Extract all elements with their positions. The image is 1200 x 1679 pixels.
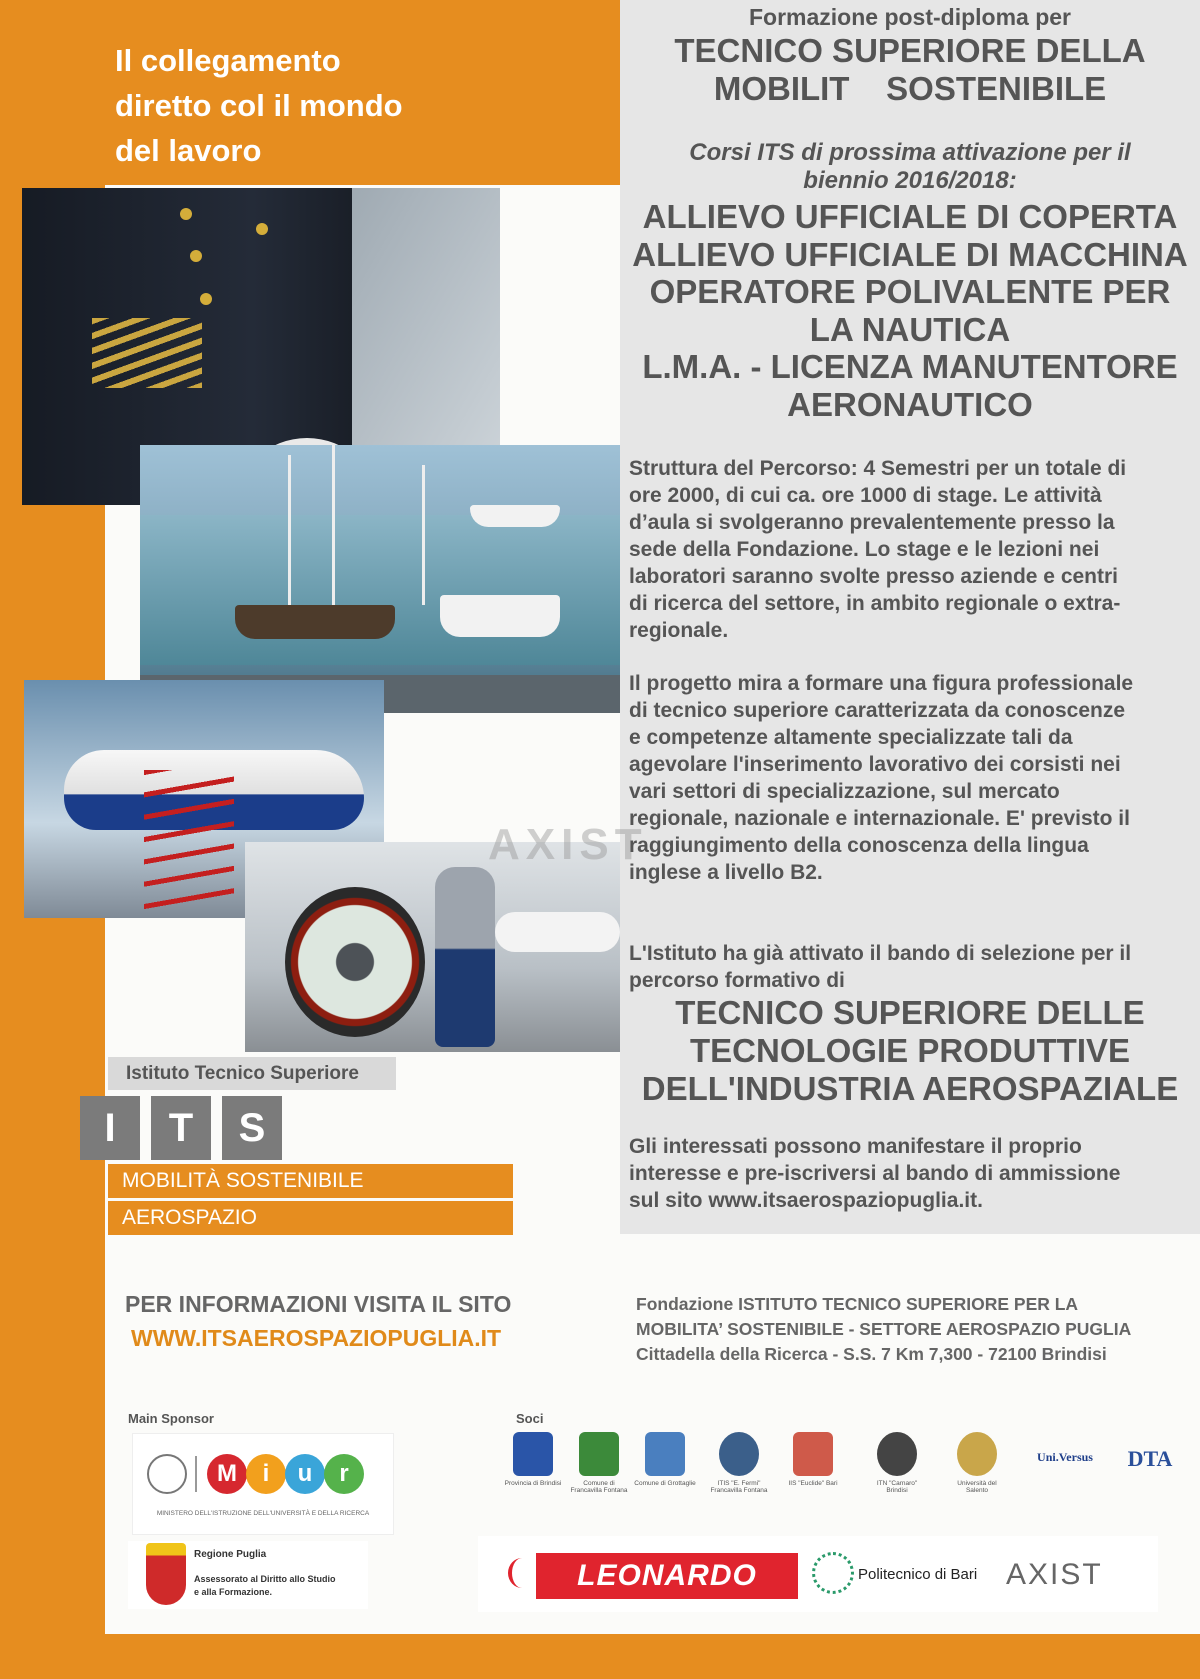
soci-logo-caption: Provincia di Brindisi [504, 1480, 562, 1487]
crest-icon [579, 1432, 619, 1476]
course-line: ALLIEVO UFFICIALE DI MACCHINA [632, 235, 1188, 273]
panel-title [620, 32, 1200, 108]
project-line: raggiungimento della conoscenza della lingua [629, 834, 1089, 857]
miur-letter: u [285, 1454, 325, 1494]
soci-logo-caption: IIS "Euclide" Bari [788, 1480, 838, 1487]
soci-logos [502, 1432, 1192, 1512]
its-logo-letter: S [222, 1096, 282, 1160]
its-logo-label: Istituto Tecnico Superiore [108, 1057, 396, 1090]
coat-button [180, 208, 192, 220]
jet-engine [285, 887, 425, 1037]
marina-photo [140, 445, 620, 713]
its-logo-letter: I [80, 1096, 140, 1160]
bottom-band [0, 1634, 1200, 1679]
soci-logo-francavilla [568, 1432, 630, 1512]
coat-button [200, 293, 212, 305]
divider [195, 1456, 197, 1492]
soci-logo-itis-fermi [708, 1432, 770, 1512]
soci-logo-universus: Uni.Versus [1037, 1450, 1093, 1464]
leonardo-swirl-icon [508, 1558, 536, 1588]
boat-mast [422, 465, 425, 605]
sailboat-hull [235, 605, 395, 639]
headline-line: del lavoro [115, 133, 262, 168]
miur-letter: M [207, 1454, 247, 1494]
boat-mast [332, 445, 335, 615]
course-line: ALLIEVO UFFICIALE DI COPERTA [642, 198, 1178, 235]
project-line: e competenze altamente specializzate tali da [629, 726, 1073, 749]
headline [115, 38, 595, 173]
maintenance-stairs [144, 770, 234, 910]
register-line: Gli interessati possono manifestare il proprio [629, 1135, 1082, 1158]
marina-water [140, 515, 620, 665]
crest-icon [645, 1432, 685, 1476]
crest-icon [513, 1432, 553, 1476]
courses-intro [620, 139, 1200, 195]
bando-paragraph [629, 940, 1199, 994]
puglia-crest-icon [146, 1543, 186, 1605]
officer-sleeve-stripes [92, 318, 202, 388]
its-logo-line1: MOBILITÀ SOSTENIBILE [108, 1164, 513, 1198]
soci-logo-grottaglie [634, 1432, 696, 1512]
structure-line: di ricerca del settore, in ambito regionale o extra- [629, 592, 1121, 615]
watermark-logo: AXIST [488, 820, 648, 869]
aero-title-line: DELL'INDUSTRIA AEROSPAZIALE [641, 1070, 1179, 1107]
project-line: inglese a livello B2. [629, 861, 823, 884]
miur-logo [132, 1433, 394, 1535]
politecnico-logo: Politecnico di Bari [858, 1566, 978, 1583]
project-line: agevolare l'inserimento lavorativo dei corsisti nei [629, 753, 1121, 776]
regione-puglia-logo [128, 1541, 368, 1609]
structure-line: Struttura del Percorso: 4 Semestri per un totale di [629, 457, 1127, 480]
structure-line: ore 2000, di cui ca. ore 1000 di stage. Le attività [629, 484, 1102, 507]
courses-intro-line: Corsi ITS di prossima attivazione per il [689, 139, 1131, 166]
soci-logo-caption: ITIS "E. Fermi" Francavilla Fontana [710, 1480, 768, 1494]
courses-list [620, 198, 1200, 423]
structure-line: laboratori saranno svolte presso aziende e centri [629, 565, 1118, 588]
foundation-line: Fondazione ISTITUTO TECNICO SUPERIORE PER LA [636, 1294, 1079, 1314]
foundation-line: MOBILITA’ SOSTENIBILE - SETTORE AEROSPAZIO PUGLIA [636, 1319, 1132, 1339]
background-jet [495, 912, 620, 952]
its-logo-letter: T [151, 1096, 211, 1160]
soci-logo-itn-carnaro [866, 1432, 928, 1512]
register-line: interesse e pre-iscriversi al bando di ammissione [629, 1162, 1121, 1185]
boat-mast [288, 455, 291, 615]
structure-line: d’aula si svolgeranno prevalentemente presso la [629, 511, 1115, 534]
panel-title-line: MOBILIT SOSTENIBILE [713, 70, 1107, 107]
aero-title-line: TECNICO SUPERIORE DELLE [675, 994, 1145, 1031]
structure-paragraph [629, 455, 1199, 644]
axist-logo: AXIST [1006, 1558, 1103, 1591]
soci-logo-caption: Università del Salento [957, 1480, 997, 1494]
website-link[interactable]: WWW.ITSAEROSPAZIOPUGLIA.IT [131, 1325, 502, 1351]
aero-title-line: TECNOLOGIE PRODUTTIVE [689, 1032, 1131, 1069]
puglia-subtitle-line: e alla Formazione. [194, 1587, 273, 1597]
soci-logo-unisalento [946, 1432, 1008, 1512]
seal-icon [719, 1432, 759, 1476]
register-line: sul sito www.itsaerospaziopuglia.it. [629, 1189, 983, 1212]
foundation-line: Cittadella della Ricerca - S.S. 7 Km 7,300 - 72100 Brindisi [636, 1344, 1107, 1364]
partners-logos [478, 1536, 1158, 1612]
leonardo-logo: LEONARDO [536, 1553, 798, 1599]
bando-line: percorso formativo di [629, 969, 845, 992]
soci-logo-caption: ITN "Carnaro" Brindisi [876, 1480, 918, 1494]
engine-technician-photo [245, 842, 620, 1052]
project-line: regionale, nazionale e internazionale. E' previsto il [629, 807, 1130, 830]
courses-intro-line: biennio 2016/2018: [803, 167, 1017, 194]
technician [435, 867, 495, 1047]
miur-caption: MINISTERO DELL'ISTRUZIONE DELL'UNIVERSITÀ E DELLA RICERCA [156, 1510, 370, 1517]
coat-button [190, 250, 202, 262]
university-seal-icon [957, 1432, 997, 1476]
structure-line: regionale. [629, 619, 729, 642]
soci-logo-caption: Comune di Grottaglie [634, 1480, 696, 1487]
soci-logo-iis-euclide [782, 1432, 844, 1512]
project-line: di tecnico superiore caratterizzata da conoscenze [629, 699, 1126, 722]
puglia-subtitle [194, 1573, 336, 1599]
soci-logo-caption: Comune di Francavilla Fontana [570, 1480, 628, 1494]
soci-logo-provincia-brindisi [502, 1432, 564, 1512]
soci-label: Soci [516, 1411, 544, 1426]
foundation-address [636, 1292, 1196, 1367]
headline-line: Il collegamento [115, 43, 341, 78]
info-label: PER INFORMAZIONI VISITA IL SITO [125, 1291, 512, 1317]
course-line: AERONAUTICO [787, 385, 1033, 423]
coat-button [256, 223, 268, 235]
project-line: Il progetto mira a formare una figura professionale [629, 672, 1134, 695]
miur-letter: i [246, 1454, 286, 1494]
puglia-title: Regione Puglia [194, 1549, 267, 1560]
its-logo-line2: AEROSPAZIO [108, 1201, 513, 1235]
miur-letter: r [324, 1454, 364, 1494]
panel-title-line: TECNICO SUPERIORE DELLA [674, 32, 1146, 69]
emblem-icon [793, 1432, 833, 1476]
panel-intro: Formazione post-diploma per [748, 4, 1072, 30]
course-line: OPERATORE POLIVALENTE PER [649, 273, 1171, 310]
project-paragraph [629, 670, 1199, 886]
main-sponsor-label: Main Sponsor [128, 1411, 214, 1426]
politecnico-seal-icon [812, 1552, 854, 1594]
structure-line: sede della Fondazione. Lo stage e le lezioni nei [629, 538, 1100, 561]
puglia-subtitle-line: Assessorato al Diritto allo Studio [194, 1574, 336, 1584]
yacht [470, 505, 560, 527]
course-line: LA NAUTICA [809, 310, 1011, 348]
course-line: L.M.A. - LICENZA MANUTENTORE [642, 348, 1178, 385]
project-line: vari settori di specializzazione, sul mercato [629, 780, 1060, 803]
patrol-boat [440, 595, 560, 637]
headline-line: diretto col il mondo [115, 88, 403, 123]
register-paragraph [629, 1133, 1199, 1214]
aero-course-title [620, 994, 1200, 1108]
republic-emblem-icon [147, 1454, 187, 1494]
soci-logo-dta: DTA [1127, 1446, 1173, 1471]
compass-rose-icon [877, 1432, 917, 1476]
bando-line: L'Istituto ha già attivato il bando di selezione per il [629, 942, 1132, 965]
